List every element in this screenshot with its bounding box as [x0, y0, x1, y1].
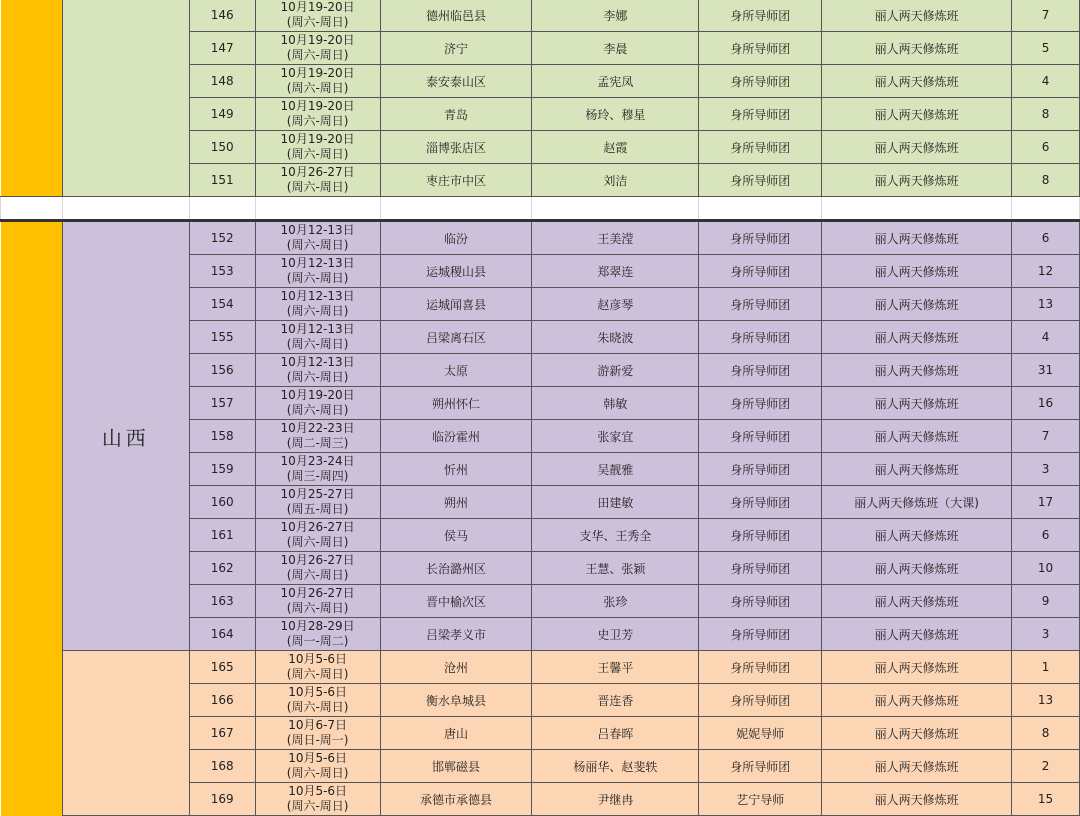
contact-cell[interactable]: 王慧、张颖	[532, 552, 699, 585]
weekday-range: (周六-周日)	[286, 337, 349, 351]
instructor-cell[interactable]: 艺宁导师	[699, 783, 822, 816]
empty-cell	[255, 197, 380, 221]
date-cell[interactable]	[255, 221, 380, 255]
contact-cell[interactable]: 张珍	[532, 585, 699, 618]
date-cell[interactable]	[255, 552, 380, 585]
count-cell[interactable]: 13	[1012, 288, 1080, 321]
location-cell[interactable]: 吕梁孝义市	[380, 618, 532, 651]
row-number[interactable]: 147	[189, 32, 255, 65]
date-range: 10月12-13日	[280, 223, 355, 237]
weekday-range: (周六-周日)	[286, 180, 349, 194]
instructor-cell[interactable]: 身所导师团	[699, 321, 822, 354]
count-cell[interactable]: 4	[1012, 321, 1080, 354]
count-cell[interactable]: 3	[1012, 618, 1080, 651]
weekday-range: (周日-周一)	[286, 733, 349, 747]
row-number[interactable]: 163	[189, 585, 255, 618]
section-color-strip	[1, 221, 63, 651]
location-cell[interactable]: 侯马	[380, 519, 532, 552]
course-cell[interactable]: 丽人两天修炼班	[822, 131, 1012, 164]
date-cell[interactable]	[255, 453, 380, 486]
count-cell[interactable]: 3	[1012, 453, 1080, 486]
row-number[interactable]: 166	[189, 684, 255, 717]
row-number[interactable]: 146	[189, 0, 255, 32]
date-cell[interactable]	[255, 321, 380, 354]
location-cell[interactable]: 泰安泰山区	[380, 65, 532, 98]
contact-cell[interactable]: 支华、王秀全	[532, 519, 699, 552]
course-cell[interactable]: 丽人两天修炼班	[822, 0, 1012, 32]
instructor-cell[interactable]: 身所导师团	[699, 585, 822, 618]
weekday-range: (周六-周日)	[286, 799, 349, 813]
row-number[interactable]: 151	[189, 164, 255, 197]
empty-cell	[62, 197, 189, 221]
course-cell[interactable]: 丽人两天修炼班	[822, 651, 1012, 684]
province-cell[interactable]	[62, 0, 189, 197]
course-cell[interactable]: 丽人两天修炼班	[822, 164, 1012, 197]
row-number[interactable]: 154	[189, 288, 255, 321]
date-cell[interactable]	[255, 585, 380, 618]
table-row	[1, 651, 1080, 684]
weekday-range: (周三-周四)	[286, 469, 349, 483]
location-cell[interactable]: 承德市承德县	[380, 783, 532, 816]
course-cell[interactable]: 丽人两天修炼班	[822, 288, 1012, 321]
row-number[interactable]: 167	[189, 717, 255, 750]
weekday-range: (周六-周日)	[286, 271, 349, 285]
date-cell[interactable]	[255, 164, 380, 197]
row-number[interactable]: 160	[189, 486, 255, 519]
instructor-cell[interactable]: 身所导师团	[699, 0, 822, 32]
location-cell[interactable]: 运城闻喜县	[380, 288, 532, 321]
section-color-strip	[1, 0, 63, 197]
date-cell[interactable]	[255, 98, 380, 131]
date-cell[interactable]	[255, 618, 380, 651]
date-cell[interactable]	[255, 65, 380, 98]
location-cell[interactable]: 德州临邑县	[380, 0, 532, 32]
province-cell[interactable]	[62, 651, 189, 816]
course-cell[interactable]: 丽人两天修炼班（大课)	[822, 486, 1012, 519]
location-cell[interactable]: 枣庄市中区	[380, 164, 532, 197]
date-cell[interactable]	[255, 651, 380, 684]
empty-cell	[532, 197, 699, 221]
date-range: 10月26-27日	[280, 553, 355, 567]
course-cell[interactable]: 丽人两天修炼班	[822, 618, 1012, 651]
contact-cell[interactable]: 尹继冉	[532, 783, 699, 816]
location-cell[interactable]: 太原	[380, 354, 532, 387]
instructor-cell[interactable]: 身所导师团	[699, 420, 822, 453]
date-range: 10月25-27日	[280, 487, 355, 501]
date-cell[interactable]	[255, 783, 380, 816]
date-range: 10月12-13日	[280, 355, 355, 369]
weekday-range: (周六-周日)	[286, 667, 349, 681]
date-range: 10月12-13日	[280, 322, 355, 336]
instructor-cell[interactable]: 身所导师团	[699, 164, 822, 197]
course-cell[interactable]: 丽人两天修炼班	[822, 221, 1012, 255]
date-range: 10月5-6日	[288, 751, 348, 765]
location-cell[interactable]: 济宁	[380, 32, 532, 65]
count-cell[interactable]: 6	[1012, 221, 1080, 255]
contact-cell[interactable]: 晋连香	[532, 684, 699, 717]
date-cell[interactable]	[255, 32, 380, 65]
instructor-cell[interactable]: 身所导师团	[699, 519, 822, 552]
instructor-cell[interactable]: 身所导师团	[699, 32, 822, 65]
contact-cell[interactable]: 韩敏	[532, 387, 699, 420]
instructor-cell[interactable]: 身所导师团	[699, 486, 822, 519]
location-cell[interactable]: 朔州	[380, 486, 532, 519]
date-range: 10月26-27日	[280, 165, 355, 179]
date-range: 10月28-29日	[280, 619, 355, 633]
date-range: 10月22-23日	[280, 421, 355, 435]
count-cell[interactable]: 8	[1012, 164, 1080, 197]
count-cell[interactable]: 16	[1012, 387, 1080, 420]
location-cell[interactable]: 晋中榆次区	[380, 585, 532, 618]
course-cell[interactable]: 丽人两天修炼班	[822, 684, 1012, 717]
row-number[interactable]: 153	[189, 255, 255, 288]
count-cell[interactable]: 8	[1012, 717, 1080, 750]
count-cell[interactable]: 6	[1012, 519, 1080, 552]
row-number[interactable]: 165	[189, 651, 255, 684]
instructor-cell[interactable]: 妮妮导师	[699, 717, 822, 750]
course-cell[interactable]: 丽人两天修炼班	[822, 750, 1012, 783]
location-cell[interactable]: 淄博张店区	[380, 131, 532, 164]
weekday-range: (周一-周二)	[286, 634, 349, 648]
weekday-range: (周六-周日)	[286, 601, 349, 615]
course-cell[interactable]: 丽人两天修炼班	[822, 255, 1012, 288]
course-cell[interactable]: 丽人两天修炼班	[822, 585, 1012, 618]
course-cell[interactable]: 丽人两天修炼班	[822, 354, 1012, 387]
weekday-range: (周六-周日)	[286, 700, 349, 714]
row-number[interactable]: 161	[189, 519, 255, 552]
count-cell[interactable]: 10	[1012, 552, 1080, 585]
contact-cell[interactable]: 刘洁	[532, 164, 699, 197]
date-range: 10月12-13日	[280, 256, 355, 270]
contact-cell[interactable]: 李娜	[532, 0, 699, 32]
date-range: 10月26-27日	[280, 586, 355, 600]
contact-cell[interactable]: 杨丽华、赵斐轶	[532, 750, 699, 783]
instructor-cell[interactable]: 身所导师团	[699, 98, 822, 131]
contact-cell[interactable]: 郑翠连	[532, 255, 699, 288]
weekday-range: (周六-周日)	[286, 114, 349, 128]
empty-cell	[1, 197, 63, 221]
row-number[interactable]: 149	[189, 98, 255, 131]
contact-cell[interactable]: 赵霞	[532, 131, 699, 164]
weekday-range: (周六-周日)	[286, 304, 349, 318]
location-cell[interactable]: 沧州	[380, 651, 532, 684]
row-number[interactable]: 152	[189, 221, 255, 255]
date-cell[interactable]	[255, 131, 380, 164]
row-number[interactable]: 157	[189, 387, 255, 420]
row-number[interactable]: 162	[189, 552, 255, 585]
count-cell[interactable]: 8	[1012, 98, 1080, 131]
instructor-cell[interactable]: 身所导师团	[699, 255, 822, 288]
count-cell[interactable]: 12	[1012, 255, 1080, 288]
date-cell[interactable]	[255, 420, 380, 453]
weekday-range: (周六-周日)	[286, 766, 349, 780]
date-range: 10月26-27日	[280, 520, 355, 534]
instructor-cell[interactable]: 身所导师团	[699, 552, 822, 585]
location-cell[interactable]: 吕梁离石区	[380, 321, 532, 354]
row-number[interactable]: 164	[189, 618, 255, 651]
empty-cell	[189, 197, 255, 221]
location-cell[interactable]: 长治潞州区	[380, 552, 532, 585]
section-separator-row	[1, 197, 1080, 221]
row-number[interactable]: 156	[189, 354, 255, 387]
date-range: 10月19-20日	[280, 388, 355, 402]
weekday-range: (周六-周日)	[286, 147, 349, 161]
empty-cell	[699, 197, 822, 221]
contact-cell[interactable]: 王馨平	[532, 651, 699, 684]
date-range: 10月19-20日	[280, 132, 355, 146]
weekday-range: (周五-周日)	[286, 502, 349, 516]
instructor-cell[interactable]: 身所导师团	[699, 618, 822, 651]
row-number[interactable]: 159	[189, 453, 255, 486]
row-number[interactable]: 169	[189, 783, 255, 816]
contact-cell[interactable]: 孟宪凤	[532, 65, 699, 98]
table-row	[1, 221, 1080, 255]
section-color-strip	[1, 651, 63, 816]
instructor-cell[interactable]: 身所导师团	[699, 750, 822, 783]
date-cell[interactable]	[255, 0, 380, 32]
date-range: 10月19-20日	[280, 66, 355, 80]
date-range: 10月6-7日	[288, 718, 348, 732]
date-cell[interactable]	[255, 354, 380, 387]
count-cell[interactable]: 13	[1012, 684, 1080, 717]
location-cell[interactable]: 唐山	[380, 717, 532, 750]
row-number[interactable]: 168	[189, 750, 255, 783]
weekday-range: (周二-周三)	[286, 436, 349, 450]
date-cell[interactable]	[255, 750, 380, 783]
course-cell[interactable]: 丽人两天修炼班	[822, 98, 1012, 131]
date-range: 10月19-20日	[280, 0, 355, 14]
date-cell[interactable]	[255, 288, 380, 321]
course-cell[interactable]: 丽人两天修炼班	[822, 552, 1012, 585]
course-cell[interactable]: 丽人两天修炼班	[822, 783, 1012, 816]
date-cell[interactable]	[255, 519, 380, 552]
date-cell[interactable]	[255, 684, 380, 717]
weekday-range: (周六-周日)	[286, 535, 349, 549]
instructor-cell[interactable]: 身所导师团	[699, 221, 822, 255]
course-cell[interactable]: 丽人两天修炼班	[822, 321, 1012, 354]
location-cell[interactable]: 运城稷山县	[380, 255, 532, 288]
count-cell[interactable]: 17	[1012, 486, 1080, 519]
count-cell[interactable]: 9	[1012, 585, 1080, 618]
location-cell[interactable]: 朔州怀仁	[380, 387, 532, 420]
weekday-range: (周六-周日)	[286, 403, 349, 417]
count-cell[interactable]: 15	[1012, 783, 1080, 816]
date-range: 10月19-20日	[280, 33, 355, 47]
count-cell[interactable]: 4	[1012, 65, 1080, 98]
course-cell[interactable]: 丽人两天修炼班	[822, 519, 1012, 552]
date-range: 10月5-6日	[288, 685, 348, 699]
count-cell[interactable]: 5	[1012, 32, 1080, 65]
contact-cell[interactable]: 吴靓雅	[532, 453, 699, 486]
date-range: 10月23-24日	[280, 454, 355, 468]
row-number[interactable]: 158	[189, 420, 255, 453]
empty-cell	[822, 197, 1012, 221]
contact-cell[interactable]: 李晨	[532, 32, 699, 65]
location-cell[interactable]: 临汾	[380, 221, 532, 255]
contact-cell[interactable]: 吕春晖	[532, 717, 699, 750]
count-cell[interactable]: 6	[1012, 131, 1080, 164]
course-cell[interactable]: 丽人两天修炼班	[822, 32, 1012, 65]
contact-cell[interactable]: 史卫芳	[532, 618, 699, 651]
weekday-range: (周六-周日)	[286, 48, 349, 62]
count-cell[interactable]: 7	[1012, 0, 1080, 32]
empty-cell	[380, 197, 532, 221]
count-cell[interactable]: 7	[1012, 420, 1080, 453]
date-range: 10月19-20日	[280, 99, 355, 113]
instructor-cell[interactable]: 身所导师团	[699, 65, 822, 98]
location-cell[interactable]: 衡水阜城县	[380, 684, 532, 717]
row-number[interactable]: 148	[189, 65, 255, 98]
date-cell[interactable]	[255, 486, 380, 519]
date-cell[interactable]	[255, 717, 380, 750]
weekday-range: (周六-周日)	[286, 568, 349, 582]
weekday-range: (周六-周日)	[286, 15, 349, 29]
date-range: 10月5-6日	[288, 652, 348, 666]
course-cell[interactable]: 丽人两天修炼班	[822, 717, 1012, 750]
instructor-cell[interactable]: 身所导师团	[699, 387, 822, 420]
weekday-range: (周六-周日)	[286, 81, 349, 95]
count-cell[interactable]: 31	[1012, 354, 1080, 387]
location-cell[interactable]: 忻州	[380, 453, 532, 486]
contact-cell[interactable]: 游新爱	[532, 354, 699, 387]
table-row	[1, 0, 1080, 32]
date-range: 10月12-13日	[280, 289, 355, 303]
instructor-cell[interactable]: 身所导师团	[699, 453, 822, 486]
province-cell[interactable]: 山西	[62, 221, 189, 651]
instructor-cell[interactable]: 身所导师团	[699, 354, 822, 387]
empty-cell	[1012, 197, 1080, 221]
date-cell[interactable]	[255, 255, 380, 288]
contact-cell[interactable]: 朱晓波	[532, 321, 699, 354]
row-number[interactable]: 150	[189, 131, 255, 164]
location-cell[interactable]: 青岛	[380, 98, 532, 131]
instructor-cell[interactable]: 身所导师团	[699, 684, 822, 717]
instructor-cell[interactable]: 身所导师团	[699, 131, 822, 164]
contact-cell[interactable]: 张家宜	[532, 420, 699, 453]
contact-cell[interactable]: 杨玲、穆星	[532, 98, 699, 131]
course-cell[interactable]: 丽人两天修炼班	[822, 420, 1012, 453]
row-number[interactable]: 155	[189, 321, 255, 354]
weekday-range: (周六-周日)	[286, 238, 349, 252]
location-cell[interactable]: 临汾霍州	[380, 420, 532, 453]
date-cell[interactable]	[255, 387, 380, 420]
count-cell[interactable]: 1	[1012, 651, 1080, 684]
weekday-range: (周六-周日)	[286, 370, 349, 384]
count-cell[interactable]: 2	[1012, 750, 1080, 783]
location-cell[interactable]: 邯郸磁县	[380, 750, 532, 783]
course-cell[interactable]: 丽人两天修炼班	[822, 387, 1012, 420]
instructor-cell[interactable]: 身所导师团	[699, 651, 822, 684]
course-cell[interactable]: 丽人两天修炼班	[822, 453, 1012, 486]
instructor-cell[interactable]: 身所导师团	[699, 288, 822, 321]
contact-cell[interactable]: 赵彦琴	[532, 288, 699, 321]
contact-cell[interactable]: 王美滢	[532, 221, 699, 255]
course-cell[interactable]: 丽人两天修炼班	[822, 65, 1012, 98]
contact-cell[interactable]: 田建敏	[532, 486, 699, 519]
date-range: 10月5-6日	[288, 784, 348, 798]
